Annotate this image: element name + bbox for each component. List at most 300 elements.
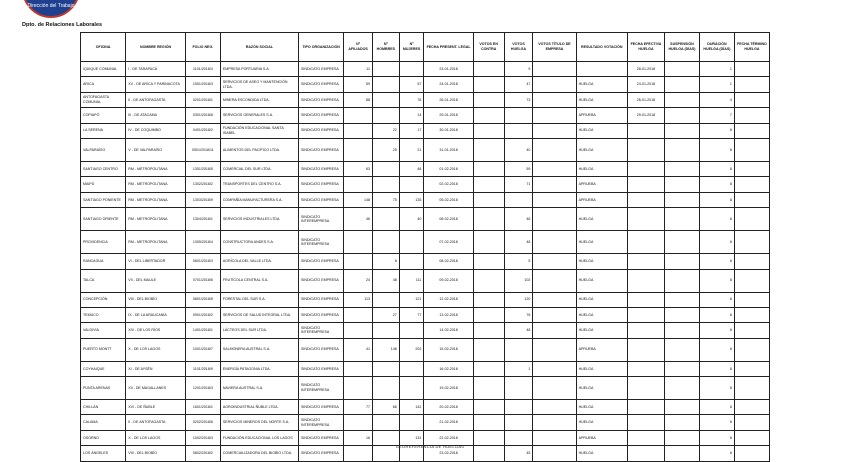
table-cell: 29-01-2018 — [627, 108, 664, 123]
table-cell — [627, 231, 664, 254]
table-cell — [533, 161, 576, 176]
table-cell: 75 — [372, 192, 399, 207]
table-cell: HUELGA — [576, 307, 627, 322]
table-cell: 19-02-2018 — [424, 377, 473, 400]
table-cell — [399, 62, 424, 77]
table-cell: SANTIAGO ORIENTE — [81, 208, 126, 231]
table-cell — [734, 254, 769, 269]
table-cell — [734, 192, 769, 207]
table-cell — [504, 338, 533, 361]
table-cell — [664, 62, 699, 77]
table-cell: RM - METROPOLITANA — [126, 177, 186, 192]
column-header: VOTOS TÍTULO DE EMPRESA — [533, 33, 576, 62]
table-cell: 0801/2018/5 — [185, 292, 220, 307]
table-cell: COMERCIAL DEL SUR LTDA. — [220, 161, 298, 176]
table-cell: HUELGA — [576, 77, 627, 92]
table-cell: RM - METROPOLITANA — [126, 208, 186, 231]
table-cell: HUELGA — [576, 400, 627, 415]
table-cell — [734, 269, 769, 292]
table-cell — [372, 108, 399, 123]
table-cell — [734, 77, 769, 92]
column-header: FECHA EFECTIVA HUELGA — [627, 33, 664, 62]
table-cell: 23-01-2018 — [424, 62, 473, 77]
table-cell: HUELGA — [576, 138, 627, 161]
table-cell — [627, 138, 664, 161]
table-cell — [533, 231, 576, 254]
table-cell: 1 — [699, 62, 734, 77]
table-cell: HUELGA — [576, 123, 627, 138]
table-cell: II - DE ANTOFAGASTA — [126, 415, 186, 430]
table-cell: 8 — [699, 307, 734, 322]
column-header: FECHA TÉRMINO HUELGA — [734, 33, 769, 62]
table-cell: FORESTAL DEL SUR S.A. — [220, 292, 298, 307]
table-cell — [533, 254, 576, 269]
table-cell: VALDIVIA — [81, 323, 126, 338]
table-cell: 41 — [344, 338, 373, 361]
table-cell — [504, 192, 533, 207]
table-cell — [473, 208, 504, 231]
table-cell — [344, 138, 373, 161]
table-cell: 8 — [699, 415, 734, 430]
table-cell: 29-01-2018 — [424, 108, 473, 123]
table-row — [81, 400, 770, 415]
table-cell: VII - DEL MAULE — [126, 269, 186, 292]
table-cell: 78 — [399, 92, 424, 107]
table-cell: SINDICATO INTEREMPRESA — [298, 415, 343, 430]
table-cell: 28-01-2018 — [627, 62, 664, 77]
table-cell — [372, 177, 399, 192]
table-cell — [344, 177, 373, 192]
table-cell: 08-02-2018 — [424, 254, 473, 269]
table-cell: 0802/2018/2 — [185, 446, 220, 461]
table-cell: 21 — [399, 138, 424, 161]
table-cell: RM - METROPOLITANA — [126, 192, 186, 207]
table-cell — [664, 377, 699, 400]
table-cell — [533, 415, 576, 430]
table-cell: 8 — [699, 161, 734, 176]
table-cell: 06-02-2018 — [424, 208, 473, 231]
table-cell — [399, 177, 424, 192]
table-cell — [734, 123, 769, 138]
table-cell: 07-02-2018 — [424, 231, 473, 254]
table-cell: 63 — [344, 161, 373, 176]
table-cell — [664, 108, 699, 123]
table-cell — [533, 123, 576, 138]
table-cell: AGROINDUSTRIAL ÑUBLE LTDA. — [220, 400, 298, 415]
logo-text: Dirección del Trabajo — [27, 3, 75, 9]
table-cell — [734, 92, 769, 107]
table-cell: 01-02-2018 — [424, 161, 473, 176]
table-cell: HUELGA — [576, 415, 627, 430]
table-cell: 46 — [504, 208, 533, 231]
table-cell: 71 — [504, 177, 533, 192]
table-cell: 120 — [504, 292, 533, 307]
table-cell: 57 — [399, 77, 424, 92]
table-cell — [533, 177, 576, 192]
table-cell — [627, 377, 664, 400]
table-cell: 1 — [699, 77, 734, 92]
table-cell: 27 — [372, 307, 399, 322]
table-cell: HUELGA — [576, 269, 627, 292]
table-cell — [344, 254, 373, 269]
table-cell: SINDICATO EMPRESA — [298, 123, 343, 138]
table-cell: 47 — [504, 77, 533, 92]
agency-logo — [22, 0, 80, 18]
table-cell — [533, 269, 576, 292]
table-cell — [344, 231, 373, 254]
table-cell — [533, 307, 576, 322]
table-cell — [473, 231, 504, 254]
table-row — [81, 192, 770, 207]
table-cell: 66 — [372, 400, 399, 415]
table-row — [81, 307, 770, 322]
table-cell: VI - DEL LIBERTADOR — [126, 254, 186, 269]
table-cell: 46 — [344, 208, 373, 231]
table-row — [81, 269, 770, 292]
table-cell: APRUEBA — [576, 430, 627, 445]
table-cell: 1002/2018/3 — [185, 430, 220, 445]
table-cell: 9 — [504, 62, 533, 77]
table-cell: VALPARAÍSO — [81, 138, 126, 161]
table-cell — [473, 292, 504, 307]
table-cell: 22 — [372, 123, 399, 138]
table-row — [81, 161, 770, 176]
table-cell: VIII - DEL BIOBÍO — [126, 292, 186, 307]
table-cell: 16 — [344, 430, 373, 445]
table-row — [81, 338, 770, 361]
table-cell: 24-01-2018 — [424, 77, 473, 92]
table-cell: 1101/2018/4 — [185, 62, 220, 77]
table-cell: HUELGA — [576, 323, 627, 338]
table-cell: 48 — [504, 231, 533, 254]
table-cell — [533, 108, 576, 123]
table-cell: 15-02-2018 — [424, 338, 473, 361]
table-cell — [372, 77, 399, 92]
column-header: Nº AFILIADOS — [344, 33, 373, 62]
table-cell: 131 — [399, 430, 424, 445]
table-cell — [533, 62, 576, 77]
table-cell: XV - DE ARICA Y PARINACOTA — [126, 77, 186, 92]
table-cell: 121 — [399, 292, 424, 307]
column-header: DURACIÓN HUELGA (DÍAS) — [699, 33, 734, 62]
table-cell: CALAMA — [81, 415, 126, 430]
table-cell — [372, 415, 399, 430]
table-cell: 14-02-2018 — [424, 323, 473, 338]
table-cell — [627, 338, 664, 361]
table-cell: RM - METROPOLITANA — [126, 231, 186, 254]
table-cell — [627, 323, 664, 338]
table-cell — [664, 323, 699, 338]
table-cell — [664, 254, 699, 269]
table-cell: 146 — [372, 338, 399, 361]
table-cell: IQUIQUE COMUNAL — [81, 62, 126, 77]
table-cell: 8 — [699, 446, 734, 461]
column-header: RAZÓN SOCIAL — [220, 33, 298, 62]
table-cell: 8 — [699, 208, 734, 231]
table-cell — [344, 108, 373, 123]
table-cell — [734, 338, 769, 361]
table-cell: SINDICATO INTEREMPRESA — [298, 208, 343, 231]
table-cell: APRUEBA — [576, 177, 627, 192]
table-cell: ENERGÍA PATAGONIA LTDA. — [220, 361, 298, 376]
table-row — [81, 123, 770, 138]
table-cell: FUNDACIÓN EDUCACIONAL SANTA ISABEL — [220, 123, 298, 138]
table-cell: X - DE LOS LAGOS — [126, 430, 186, 445]
column-header: Nº MUJERES — [399, 33, 424, 62]
table-cell: 88 — [344, 92, 373, 107]
table-cell — [344, 415, 373, 430]
table-cell: 0202/2018/6 — [185, 415, 220, 430]
column-header: VOTOS EN CONTRA — [473, 33, 504, 62]
table-cell: LÁCTEOS DEL SUR LTDA. — [220, 323, 298, 338]
table-cell: 22-02-2018 — [424, 430, 473, 445]
table-cell: 16-02-2018 — [424, 361, 473, 376]
table-cell — [504, 123, 533, 138]
table-cell: 8 — [699, 323, 734, 338]
table-cell: APRUEBA — [576, 108, 627, 123]
table-cell: 45 — [504, 446, 533, 461]
table-cell: 48 — [372, 269, 399, 292]
table-cell: 0601/2018/3 — [185, 254, 220, 269]
table-cell: SINDICATO EMPRESA — [298, 161, 343, 176]
table-cell: 77 — [399, 307, 424, 322]
table-cell: 8 — [699, 361, 734, 376]
table-cell: 1305/2018/4 — [185, 231, 220, 254]
column-header: VOTOS HUELGA — [504, 33, 533, 62]
table-row — [81, 292, 770, 307]
table-cell: TALCA — [81, 269, 126, 292]
table-cell — [344, 361, 373, 376]
table-cell: HUELGA — [576, 361, 627, 376]
table-cell: 26-01-2018 — [627, 92, 664, 107]
table-cell: 0401/2018/2 — [185, 123, 220, 138]
table-row — [81, 415, 770, 430]
column-header: Nº HOMBRES — [372, 33, 399, 62]
table-cell: 142 — [399, 400, 424, 415]
table-cell — [372, 292, 399, 307]
table-cell — [627, 361, 664, 376]
table-cell: RM - METROPOLITANA — [126, 161, 186, 176]
table-row — [81, 177, 770, 192]
table-cell — [504, 377, 533, 400]
table-cell: ANTOFAGASTA COMUNAL — [81, 92, 126, 107]
table-cell — [664, 307, 699, 322]
table-cell: SINDICATO EMPRESA — [298, 292, 343, 307]
table-cell: 8 — [699, 292, 734, 307]
table-cell: 73 — [504, 92, 533, 107]
table-cell: 4 — [699, 92, 734, 107]
table-cell — [533, 292, 576, 307]
column-header: NOMBRE REGIÓN — [126, 33, 186, 62]
table-row — [81, 77, 770, 92]
page-footer: GEOREFERENCIA DE HUELGAS — [395, 444, 465, 449]
table-cell: 113 — [344, 292, 373, 307]
column-header: FOLIO NEG. — [185, 33, 220, 62]
table-row — [81, 92, 770, 107]
table-cell — [627, 254, 664, 269]
table-cell — [399, 415, 424, 430]
table-cell — [473, 361, 504, 376]
table-cell — [473, 138, 504, 161]
table-cell: SINDICATO EMPRESA — [298, 254, 343, 269]
table-cell: 25 — [372, 138, 399, 161]
table-cell — [734, 161, 769, 176]
table-cell: SANTIAGO CENTRO — [81, 161, 126, 176]
table-cell: PUNTA ARENAS — [81, 377, 126, 400]
table-cell: HUELGA — [576, 231, 627, 254]
table-cell: TEMUCO — [81, 307, 126, 322]
table-cell: 202 — [399, 338, 424, 361]
table-cell: 23-02-2018 — [424, 446, 473, 461]
table-row — [81, 377, 770, 400]
table-cell — [399, 323, 424, 338]
table-cell — [473, 254, 504, 269]
table-cell: 24 — [344, 269, 373, 292]
table-cell — [664, 231, 699, 254]
table-cell: SINDICATO EMPRESA — [298, 92, 343, 107]
table-cell: 135 — [399, 192, 424, 207]
table-cell — [627, 161, 664, 176]
table-cell — [533, 92, 576, 107]
table-cell: SINDICATO EMPRESA — [298, 361, 343, 376]
table-cell — [473, 161, 504, 176]
table-cell — [473, 307, 504, 322]
table-cell: 8 — [699, 123, 734, 138]
table-cell — [473, 269, 504, 292]
table-cell: COPIAPÓ — [81, 108, 126, 123]
table-cell — [664, 92, 699, 107]
table-cell — [473, 123, 504, 138]
table-cell: X - DE LOS LAGOS — [126, 338, 186, 361]
table-cell — [344, 307, 373, 322]
table-cell: TRANSPORTES DEL CENTRO S.A. — [220, 177, 298, 192]
table-cell — [664, 400, 699, 415]
table-row — [81, 208, 770, 231]
table-cell — [504, 108, 533, 123]
table-cell: SINDICATO INTEREMPRESA — [298, 231, 343, 254]
table-cell: 8 — [699, 138, 734, 161]
table-cell: 30-01-2018 — [424, 123, 473, 138]
table-cell — [734, 138, 769, 161]
table-cell: XI - DE AYSÉN — [126, 361, 186, 376]
table-cell — [372, 231, 399, 254]
table-cell — [533, 323, 576, 338]
table-cell — [473, 77, 504, 92]
table-cell — [734, 292, 769, 307]
table-cell — [627, 177, 664, 192]
table-cell: 1302/2018/2 — [185, 177, 220, 192]
table-cell — [664, 338, 699, 361]
table-cell: 11 — [344, 62, 373, 77]
table-cell: 1401/2018/1 — [185, 323, 220, 338]
table-cell — [473, 400, 504, 415]
table-cell — [627, 123, 664, 138]
table-cell: 111 — [399, 269, 424, 292]
table-cell: AGRÍCOLA DEL VALLE LTDA. — [220, 254, 298, 269]
table-cell: HUELGA — [576, 208, 627, 231]
table-cell: SANTIAGO PONIENTE — [81, 192, 126, 207]
table-cell: LA SERENA — [81, 123, 126, 138]
table-cell: ARICA — [81, 77, 126, 92]
table-cell — [473, 323, 504, 338]
table-cell — [664, 123, 699, 138]
table-cell: III - DE ATACAMA — [126, 108, 186, 123]
table-cell: MAIPÚ — [81, 177, 126, 192]
table-cell — [533, 377, 576, 400]
table-cell — [734, 415, 769, 430]
table-cell — [734, 62, 769, 77]
table-cell: HUELGA — [576, 254, 627, 269]
table-body — [81, 62, 770, 462]
table-cell: 8 — [699, 177, 734, 192]
table-cell: APRUEBA — [576, 338, 627, 361]
table-cell: 40 — [504, 138, 533, 161]
table-cell: SINDICATO EMPRESA — [298, 108, 343, 123]
table-cell: 05-02-2018 — [424, 192, 473, 207]
table-cell: SINDICATO EMPRESA — [298, 338, 343, 361]
table-cell — [473, 377, 504, 400]
table-cell: 21-02-2018 — [424, 415, 473, 430]
table-cell: SINDICATO EMPRESA — [298, 400, 343, 415]
table-cell: V - DE VALPARAÍSO — [126, 138, 186, 161]
table-cell — [734, 177, 769, 192]
table-cell: PUERTO MONTT — [81, 338, 126, 361]
table-cell: I - DE TARAPACÁ — [126, 62, 186, 77]
table-cell — [664, 192, 699, 207]
table-header-row — [81, 33, 770, 62]
table-cell: XVI - DE ÑUBLE — [126, 400, 186, 415]
table-cell — [533, 77, 576, 92]
table-cell: 0301/2018/8 — [185, 108, 220, 123]
table-cell — [533, 192, 576, 207]
table-cell — [372, 323, 399, 338]
table-cell: SALMONERA AUSTRAL S.A. — [220, 338, 298, 361]
table-cell: SINDICATO EMPRESA — [298, 307, 343, 322]
column-header: RESULTADO VOTACIÓN — [576, 33, 627, 62]
table-cell — [504, 400, 533, 415]
table-cell: SERVICIOS DE ASEO Y MANTENCIÓN LTDA. — [220, 77, 298, 92]
table-cell: CONCEPCIÓN — [81, 292, 126, 307]
table-cell — [734, 231, 769, 254]
table-cell — [372, 377, 399, 400]
table-cell: SINDICATO EMPRESA — [298, 446, 343, 461]
table-cell — [399, 361, 424, 376]
table-cell: 8 — [699, 269, 734, 292]
table-cell: 1001/2018/7 — [185, 338, 220, 361]
table-cell — [372, 62, 399, 77]
table-cell — [473, 62, 504, 77]
table-cell: 31-01-2018 — [424, 138, 473, 161]
table-cell — [576, 62, 627, 77]
table-cell — [473, 177, 504, 192]
table-cell — [473, 192, 504, 207]
table-cell: 1101/2018/9 — [185, 361, 220, 376]
table-cell — [734, 323, 769, 338]
table-cell: SERVICIOS GENERALES S.A. — [220, 108, 298, 123]
table-cell — [533, 361, 576, 376]
table-cell: COMERCIALIZADORA DEL BIOBÍO LTDA. — [220, 446, 298, 461]
table-cell — [344, 323, 373, 338]
table-cell — [627, 208, 664, 231]
table-cell — [399, 231, 424, 254]
table-cell: 0201/2018/1 — [185, 92, 220, 107]
table-cell: 20-02-2018 — [424, 400, 473, 415]
table-cell — [627, 415, 664, 430]
table-cell: CHILLÁN — [81, 400, 126, 415]
table-cell: MINERA ESCONDIDA LTDA. — [220, 92, 298, 107]
table-cell: LOS ÁNGELES — [81, 446, 126, 461]
table-cell: SINDICATO EMPRESA — [298, 269, 343, 292]
